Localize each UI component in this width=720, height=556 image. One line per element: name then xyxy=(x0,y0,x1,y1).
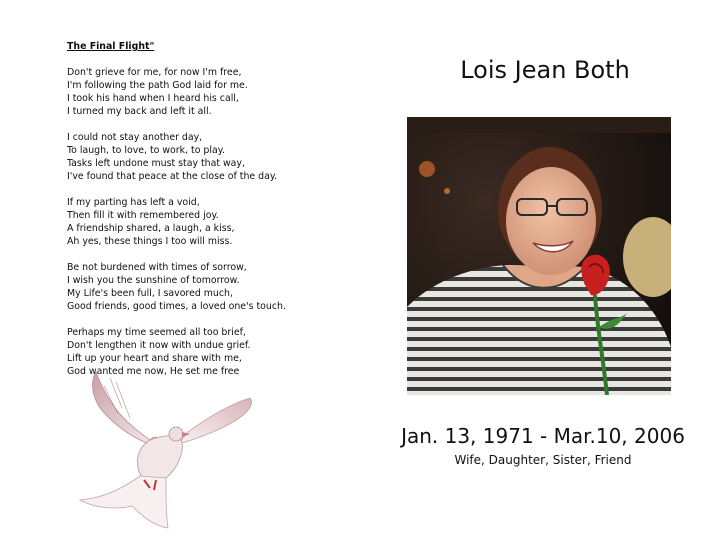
memorial-dates: Jan. 13, 1971 - Mar.10, 2006 xyxy=(401,424,685,448)
poem-stanza xyxy=(67,261,367,313)
memorial-name: Lois Jean Both xyxy=(460,56,630,84)
poem-line: My Life's been full, I savored much, xyxy=(67,288,233,299)
poem-stanza xyxy=(67,196,367,248)
poem-title: The Final Flight" xyxy=(67,41,155,52)
dove-illustration xyxy=(70,368,260,538)
memorial-roles: Wife, Daughter, Sister, Friend xyxy=(454,453,632,467)
poem-line: Good friends, good times, a loved one's touch. xyxy=(67,301,286,312)
poem-line: I'm following the path God laid for me. xyxy=(67,80,248,91)
poem-line: A friendship shared, a laugh, a kiss, xyxy=(67,223,235,234)
poem-line: Don't lengthen it now with undue grief. xyxy=(67,340,251,351)
poem-line: I've found that peace at the close of the day. xyxy=(67,171,278,182)
poem-line: Don't grieve for me, for now I'm free, xyxy=(67,67,242,78)
poem xyxy=(67,40,367,391)
poem-stanza xyxy=(67,66,367,118)
poem-line: Tasks left undone must stay that way, xyxy=(67,158,245,169)
poem-line: I took his hand when I heard his call, xyxy=(67,93,239,104)
portrait-photo xyxy=(407,117,671,395)
poem-line: Perhaps my time seemed all too brief, xyxy=(67,327,246,338)
poem-line: I wish you the sunshine of tomorrow. xyxy=(67,275,240,286)
poem-line: Be not burdened with times of sorrow, xyxy=(67,262,247,273)
portrait-image xyxy=(407,117,671,395)
poem-line: I could not stay another day, xyxy=(67,132,203,143)
poem-line: If my parting has left a void, xyxy=(67,197,200,208)
poem-stanza xyxy=(67,131,367,183)
poem-line: Lift up your heart and share with me, xyxy=(67,353,242,364)
poem-line: I turned my back and left it all. xyxy=(67,106,212,117)
poem-line: God wanted me now, He set me free xyxy=(67,366,240,377)
poem-line: Ah yes, these things I too will miss. xyxy=(67,236,233,247)
poem-line: Then fill it with remembered joy. xyxy=(67,210,219,221)
poem-line: To laugh, to love, to work, to play. xyxy=(67,145,225,156)
